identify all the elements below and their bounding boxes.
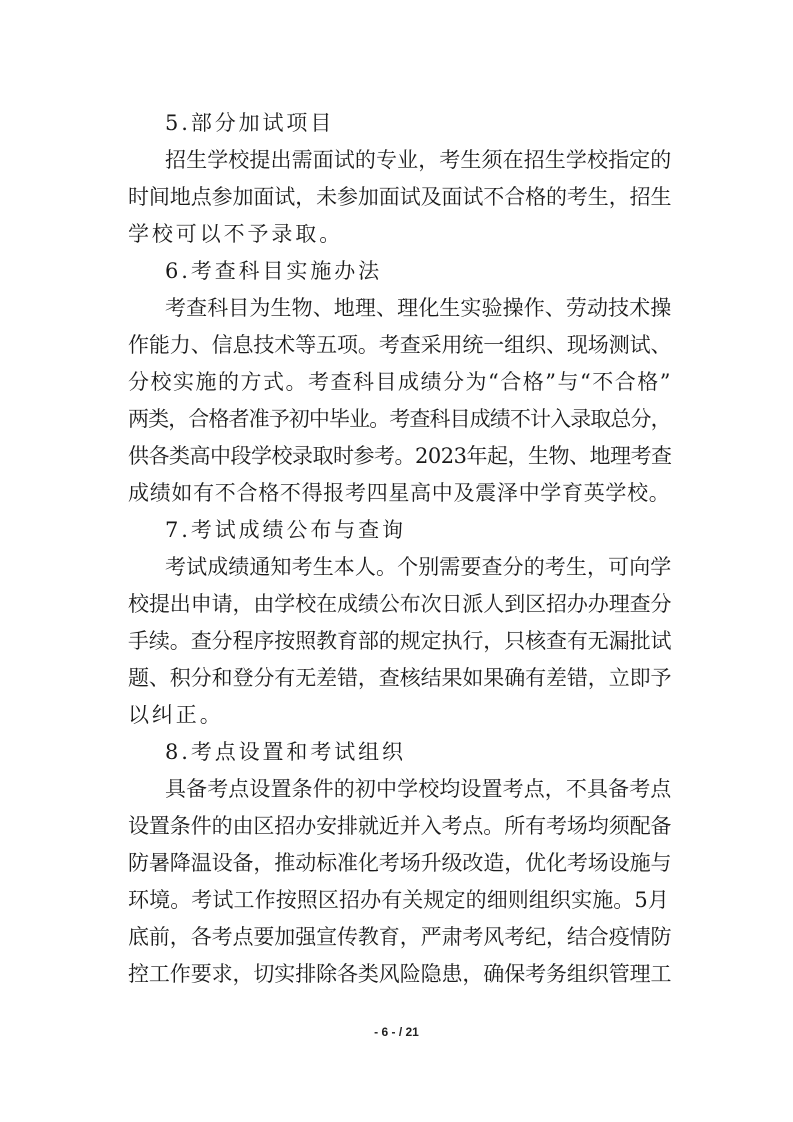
paragraph-line: 控工作要求，切实排除各类风险隐患，确保考务组织管理工 [128, 962, 672, 986]
paragraph-line: 分校实施的方式。考查科目成绩分为“合格”与“不合格” [128, 370, 672, 394]
section-heading-7: 7.考试成绩公布与查询 [165, 518, 406, 542]
paragraph-line: 两类，合格者准予初中毕业。考查科目成绩不计入录取总分， [128, 407, 671, 431]
paragraph-line: 防暑降温设备，推动标准化考场升级改造，优化考场设施与 [128, 851, 672, 875]
section-heading-5: 5.部分加试项目 [165, 111, 335, 135]
paragraph-line: 题、积分和登分有无差错，查核结果如果确有差错，立即予 [128, 666, 672, 690]
paragraph-line: 底前，各考点要加强宣传教育，严肃考风考纪，结合疫情防 [128, 925, 672, 949]
paragraph-line: 招生学校提出需面试的专业，考生须在招生学校指定的 [165, 148, 672, 172]
section-heading-6: 6.考查科目实施办法 [165, 259, 383, 283]
paragraph-line: 时间地点参加面试，未参加面试及面试不合格的考生，招生 [128, 185, 672, 209]
paragraph-line: 学校可以不予录取。 [128, 222, 344, 246]
paragraph-line: 具备考点设置条件的初中学校均设置考点，不具备考点 [165, 777, 672, 801]
paragraph-line: 成绩如有不合格不得报考四星高中及震泽中学育英学校。 [128, 481, 671, 505]
paragraph-line: 校提出申请，由学校在成绩公布次日派人到区招办办理查分 [128, 592, 672, 616]
paragraph-line: 设置条件的由区招办安排就近并入考点。所有考场均须配备 [128, 814, 672, 838]
paragraph-line: 供各类高中段学校录取时参考。2023年起，生物、地理考查 [128, 444, 672, 468]
paragraph-line: 考试成绩通知考生本人。个别需要查分的考生，可向学 [165, 555, 672, 579]
paragraph-line: 环境。考试工作按照区招办有关规定的细则组织实施。5月 [128, 888, 669, 912]
paragraph-line: 考查科目为生物、地理、理化生实验操作、劳动技术操 [165, 296, 672, 320]
paragraph-line: 作能力、信息技术等五项。考查采用统一组织、现场测试、 [128, 333, 672, 357]
paragraph-line: 以纠正。 [128, 703, 224, 727]
page-number: - 6 - / 21 [374, 1025, 419, 1039]
section-heading-8: 8.考点设置和考试组织 [165, 740, 406, 764]
paragraph-line: 手续。查分程序按照教育部的规定执行，只核查有无漏批试 [128, 629, 672, 653]
